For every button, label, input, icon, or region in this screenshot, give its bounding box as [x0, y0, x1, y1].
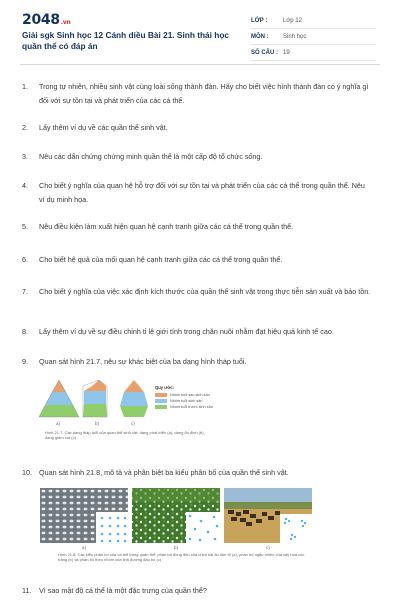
meta-table [251, 13, 376, 61]
legend-label: Nhóm tuổi trước sinh sản [170, 405, 213, 409]
figure-label: c) [131, 421, 135, 426]
pyramid-a [39, 380, 79, 417]
legend-swatch [155, 399, 167, 403]
photo-random-daisies [132, 488, 220, 543]
question-item [22, 179, 372, 207]
question-number: 9. [22, 357, 28, 366]
legend-title: Quy ước: [155, 385, 175, 390]
question-item [22, 355, 372, 369]
figure-label: c) [266, 545, 270, 550]
legend-label: Nhóm tuổi sinh sản [170, 399, 203, 403]
figure-label: b) [174, 545, 179, 550]
header-divider [20, 64, 380, 65]
question-text: Cho biết ý nghĩa của quan hệ hỗ trợ đối với sự tồn tại và phát triển của các cá thể trong quần thể. Nêu ví dụ minh họa. [39, 181, 365, 204]
question-number: 4. [22, 181, 28, 190]
page-header [0, 0, 400, 62]
pyramid-c [120, 380, 148, 417]
legend-label: Nhóm tuổi sau sinh sản [170, 393, 210, 397]
legend-item [155, 404, 213, 410]
site-logo[interactable]: 2048.vn [22, 12, 71, 28]
question-text: Cho biết hệ quả của mối quan hệ cạnh tranh giữa các cá thể trong quần thể. [39, 255, 283, 264]
question-text: Vì sao mật độ cá thể là một đặc trưng của quần thể? [39, 586, 207, 595]
meta-row-class [251, 13, 376, 29]
question-number: 1. [22, 82, 28, 91]
figure-label: a) [56, 421, 61, 426]
question-number: 10. [22, 468, 32, 477]
question-item [22, 150, 372, 164]
question-text: Cho biết ý nghĩa của việc xác định kích thước của quần thể sinh vật trong thực tiễn sản xuất và bảo tồn. [39, 287, 371, 296]
meta-row-subject [251, 29, 376, 45]
meta-key: SỐ CÂU : [251, 49, 278, 56]
question-number: 3. [22, 152, 28, 161]
question-text: Nêu điều kiện làm xuất hiện quan hệ cạnh tranh giữa các cá thể trong quần thể. [39, 222, 294, 231]
question-item [22, 584, 372, 598]
meta-value: Sinh học [283, 33, 307, 40]
meta-key: MÔN : [251, 33, 269, 40]
legend-swatch [155, 393, 167, 397]
question-item [22, 466, 372, 480]
distribution-figure [40, 488, 312, 543]
pyramid-b [83, 380, 107, 417]
meta-value: Lớp 12 [283, 17, 302, 24]
photo-clumped-wildebeest [224, 488, 312, 543]
figure-caption: Hình 21.8. Các kiểu phân bố của cá thể trong quần thể: phân bố đồng đều của chim hải âu làm tổ (a), phân bố ngẫu nhiên của cây hoa cúc trắng (b) và phân bố theo nhóm của linh dương đầu bò (c) [58, 552, 305, 562]
question-text: Quan sát hình 21.7, nêu sự khác biệt của ba dạng hình tháp tuổi. [39, 357, 247, 366]
photo-uniform-seabirds [40, 488, 128, 543]
question-number: 8. [22, 327, 28, 336]
question-number: 5. [22, 222, 28, 231]
question-number: 2. [22, 123, 28, 132]
question-text: Quan sát hình 21.8, mô tả và phân biệt ba kiểu phân bố của quần thể sinh vật. [39, 468, 289, 477]
question-item [22, 325, 372, 339]
question-number: 11. [22, 586, 32, 595]
question-item [22, 121, 372, 135]
question-item [22, 285, 372, 299]
question-text: Lấy thêm ví dụ về các quần thể sinh vật. [39, 123, 168, 132]
legend-swatch [155, 405, 167, 409]
question-item [22, 80, 372, 108]
question-text: Trong tự nhiên, nhiều sinh vật cùng loài sống thành đàn. Hãy cho biết việc hình thành đàn có ý nghĩa gì đối với sự tồn tại và phát triển của các cá thể. [39, 82, 369, 105]
question-item [22, 253, 372, 267]
question-text: Nêu các dấn chứng chứng minh quần thể là một cấp độ tổ chức sống. [39, 152, 263, 161]
document-title: Giải sgk Sinh học 12 Cánh diều Bài 21. Sinh thái học quần thể có đáp án [22, 30, 230, 51]
meta-row-count [251, 45, 376, 61]
question-number: 7. [22, 287, 28, 296]
figure-label: b) [95, 421, 100, 426]
pyramid-legend [155, 385, 213, 410]
question-number: 6. [22, 255, 28, 264]
figure-label: a) [82, 545, 87, 550]
question-text: Lấy thêm ví dụ về sự điều chỉnh tỉ lệ giới tính trong chăn nuôi nhằm đạt hiệu quả kinh tế cao. [39, 327, 334, 336]
question-item [22, 220, 372, 234]
figure-caption: Hình 21.7. Các dạng tháp tuổi của quần thể sinh vật: dạng phát triển (a), dạng ổn định (b), dạng giảm sút (c) [45, 430, 205, 440]
meta-key: LỚP : [251, 17, 268, 24]
meta-value: 19 [283, 49, 290, 56]
